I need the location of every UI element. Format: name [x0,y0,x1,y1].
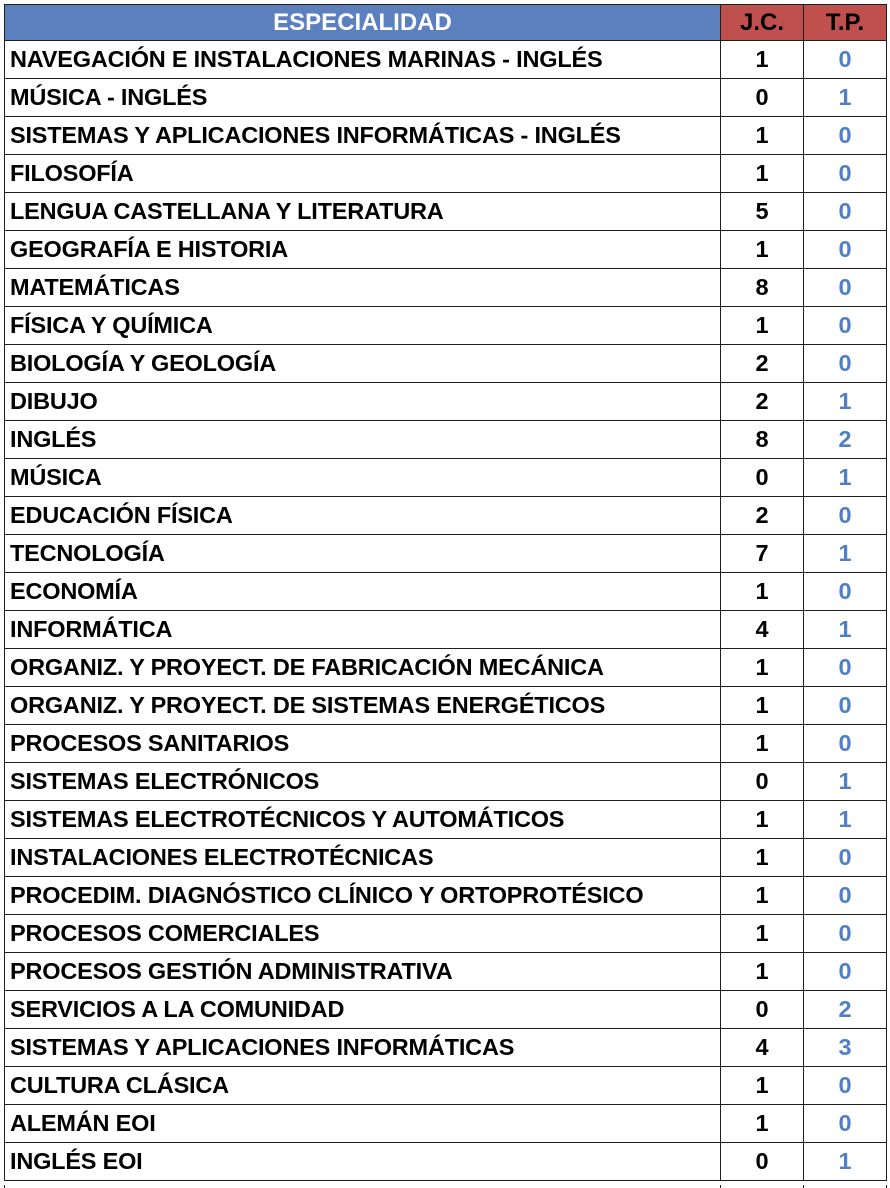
tp-value-cell: 0 [804,725,887,763]
jc-value-cell: 1 [721,155,804,193]
table-row [5,269,887,307]
jc-value-cell: 1 [721,953,804,991]
especialidad-cell: MATEMÁTICAS [5,269,721,307]
especialidad-cell: SISTEMAS ELECTRÓNICOS [5,763,721,801]
table-row [5,117,887,155]
jc-value-cell: 1 [721,839,804,877]
especialidad-cell: PROCESOS GESTIÓN ADMINISTRATIVA [5,953,721,991]
jc-value-cell: 1 [721,915,804,953]
tp-value-cell: 1 [804,1143,887,1181]
jc-value-cell: 2 [721,345,804,383]
jc-value-cell: 1 [721,725,804,763]
tp-value-cell: 0 [804,117,887,155]
tp-value-cell: 0 [804,155,887,193]
table-row [5,41,887,79]
jc-value-cell: 1 [721,231,804,269]
table-body [5,41,887,1181]
jc-value-cell: 2 [721,497,804,535]
table-row [5,915,887,953]
table-row [5,953,887,991]
table-row [5,1143,887,1181]
especialidad-cell: INGLÉS [5,421,721,459]
table-row [5,801,887,839]
table-row [5,155,887,193]
especialidad-cell: SISTEMAS ELECTROTÉCNICOS Y AUTOMÁTICOS [5,801,721,839]
table-row [5,649,887,687]
especialidad-cell: MÚSICA [5,459,721,497]
tp-value-cell: 0 [804,687,887,725]
jc-value-cell: 1 [721,687,804,725]
tp-value-cell: 0 [804,497,887,535]
especialidad-cell: INGLÉS EOI [5,1143,721,1181]
tp-value-cell: 0 [804,649,887,687]
especialidad-cell: SISTEMAS Y APLICACIONES INFORMÁTICAS - INGLÉS [5,117,721,155]
table-row [5,991,887,1029]
header-row [5,5,887,41]
tp-value-cell: 0 [804,915,887,953]
especialidad-cell: CULTURA CLÁSICA [5,1067,721,1105]
tp-value-cell: 0 [804,1105,887,1143]
especialidad-cell: MÚSICA - INGLÉS [5,79,721,117]
table-row [5,535,887,573]
tp-value-cell: 2 [804,421,887,459]
tp-value-cell: 1 [804,535,887,573]
jc-value-cell: 4 [721,1029,804,1067]
especialidad-cell: PROCESOS SANITARIOS [5,725,721,763]
jc-value-cell: 1 [721,801,804,839]
tp-value-cell: 2 [804,991,887,1029]
especialidad-cell: ECONOMÍA [5,573,721,611]
jc-value-cell: 8 [721,269,804,307]
table-row [5,383,887,421]
jc-value-cell: 1 [721,1067,804,1105]
table-row [5,839,887,877]
tp-value-cell: 1 [804,459,887,497]
especialidad-cell: GEOGRAFÍA E HISTORIA [5,231,721,269]
jc-value-cell: 0 [721,79,804,117]
especialidad-cell: EDUCACIÓN FÍSICA [5,497,721,535]
table-row [5,611,887,649]
jc-value-cell: 0 [721,459,804,497]
table-row [5,763,887,801]
especialidad-cell: BIOLOGÍA Y GEOLOGÍA [5,345,721,383]
header-tp: T.P. [804,5,887,41]
jc-value-cell: 8 [721,421,804,459]
jc-value-cell: 0 [721,1143,804,1181]
tp-value-cell: 3 [804,1029,887,1067]
tp-value-cell: 0 [804,839,887,877]
jc-value-cell: 0 [721,991,804,1029]
jc-value-cell: 1 [721,117,804,155]
header-jc: J.C. [721,5,804,41]
jc-value-cell: 5 [721,193,804,231]
table-row [5,459,887,497]
tp-value-cell: 1 [804,383,887,421]
especialidad-cell: INSTALACIONES ELECTROTÉCNICAS [5,839,721,877]
jc-value-cell: 1 [721,877,804,915]
table-row [5,79,887,117]
table-row [5,1029,887,1067]
especialidad-cell: SISTEMAS Y APLICACIONES INFORMÁTICAS [5,1029,721,1067]
jc-value-cell: 1 [721,1105,804,1143]
header-especialidad: ESPECIALIDAD [5,5,721,41]
table-row [5,421,887,459]
especialidad-cell: PROCESOS COMERCIALES [5,915,721,953]
tp-value-cell: 0 [804,193,887,231]
tp-value-cell: 0 [804,877,887,915]
jc-value-cell: 1 [721,41,804,79]
tp-value-cell: 0 [804,41,887,79]
table-row [5,307,887,345]
table-row [5,1105,887,1143]
especialidad-cell: LENGUA CASTELLANA Y LITERATURA [5,193,721,231]
tp-value-cell: 0 [804,307,887,345]
table-row [5,687,887,725]
tp-value-cell: 1 [804,611,887,649]
tp-value-cell: 0 [804,573,887,611]
especialidad-table [4,4,887,1181]
table-row [5,573,887,611]
tp-value-cell: 0 [804,345,887,383]
tp-value-cell: 1 [804,763,887,801]
especialidad-cell: FÍSICA Y QUÍMICA [5,307,721,345]
especialidad-cell: FILOSOFÍA [5,155,721,193]
tp-value-cell: 0 [804,269,887,307]
especialidad-cell: ORGANIZ. Y PROYECT. DE SISTEMAS ENERGÉTICOS [5,687,721,725]
jc-value-cell: 0 [721,763,804,801]
jc-value-cell: 1 [721,573,804,611]
especialidad-cell: TECNOLOGÍA [5,535,721,573]
especialidad-cell: NAVEGACIÓN E INSTALACIONES MARINAS - INGLÉS [5,41,721,79]
especialidad-cell: PROCEDIM. DIAGNÓSTICO CLÍNICO Y ORTOPROTÉSICO [5,877,721,915]
table-row [5,231,887,269]
table-row [5,345,887,383]
tp-value-cell: 0 [804,1067,887,1105]
jc-value-cell: 1 [721,307,804,345]
especialidad-cell: SERVICIOS A LA COMUNIDAD [5,991,721,1029]
table-row [5,725,887,763]
especialidad-cell: ORGANIZ. Y PROYECT. DE FABRICACIÓN MECÁNICA [5,649,721,687]
tp-value-cell: 0 [804,953,887,991]
especialidad-cell: ALEMÁN EOI [5,1105,721,1143]
especialidad-cell: INFORMÁTICA [5,611,721,649]
especialidad-cell: DIBUJO [5,383,721,421]
jc-value-cell: 2 [721,383,804,421]
jc-value-cell: 4 [721,611,804,649]
tp-value-cell: 1 [804,801,887,839]
table-row [5,193,887,231]
table-row [5,497,887,535]
jc-value-cell: 1 [721,649,804,687]
table-row [5,877,887,915]
jc-value-cell: 7 [721,535,804,573]
tp-value-cell: 0 [804,231,887,269]
table-header [5,5,887,41]
tp-value-cell: 1 [804,79,887,117]
table-row [5,1067,887,1105]
